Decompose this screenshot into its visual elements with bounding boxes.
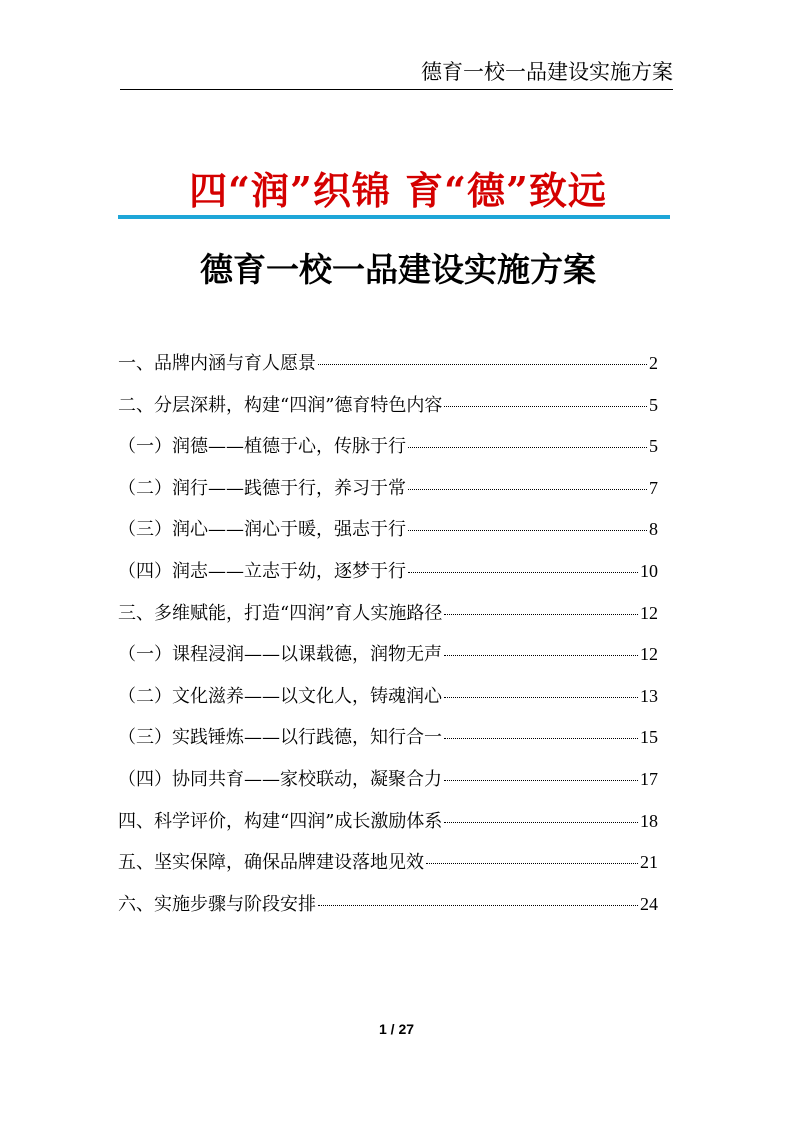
toc-entry-page: 24 [640, 893, 658, 914]
toc-entry-label: （三）实践锤炼——以行践德，知行合一 [118, 727, 442, 749]
toc-entry[interactable] [118, 432, 658, 474]
toc-leader-dots [426, 863, 638, 864]
toc-entry[interactable] [118, 890, 658, 932]
toc-leader-dots [408, 530, 647, 531]
header-rule [120, 89, 673, 90]
toc-entry[interactable] [118, 599, 658, 641]
toc-entry[interactable] [118, 474, 658, 516]
toc-entry-page: 8 [649, 519, 658, 540]
toc-entry-page: 5 [649, 394, 658, 415]
toc-entry-page: 12 [640, 644, 658, 665]
toc-entry-label: （一）课程浸润——以课载德，润物无声 [118, 644, 442, 666]
toc-entry[interactable] [118, 391, 658, 433]
toc-entry-label: 五、坚实保障，确保品牌建设落地见效 [118, 852, 424, 874]
toc-leader-dots [408, 489, 647, 490]
toc-entry-label: 六、实施步骤与阶段安排 [118, 893, 316, 915]
toc-entry-page: 15 [640, 727, 658, 748]
toc-leader-dots [444, 614, 638, 615]
toc-entry-label: 三、多维赋能，打造“四润”育人实施路径 [118, 602, 443, 624]
table-of-contents [118, 349, 658, 931]
toc-entry-page: 12 [640, 602, 658, 623]
toc-entry[interactable] [118, 807, 658, 849]
toc-entry[interactable] [118, 640, 658, 682]
toc-leader-dots [444, 655, 638, 656]
toc-leader-dots [444, 406, 647, 407]
toc-entry-page: 5 [649, 436, 658, 457]
toc-entry-page: 7 [649, 477, 658, 498]
document-title: 四“润”织锦 育“德”致远 [189, 168, 607, 213]
toc-entry-label: （四）润志——立志于幼，逐梦于行 [118, 560, 406, 582]
toc-entry[interactable] [118, 765, 658, 807]
toc-entry-page: 17 [640, 768, 658, 789]
page-number: 1 / 27 [378, 1021, 415, 1037]
toc-entry[interactable] [118, 515, 658, 557]
toc-leader-dots [444, 780, 638, 781]
toc-leader-dots [444, 822, 638, 823]
toc-entry-label: 二、分层深耕，构建“四润”德育特色内容 [118, 394, 443, 416]
toc-leader-dots [408, 572, 638, 573]
toc-leader-dots [444, 738, 638, 739]
running-header: 德育一校一品建设实施方案 [421, 60, 673, 84]
toc-entry-label: 一、品牌内涵与育人愿景 [118, 353, 316, 374]
toc-entry-label: 四、科学评价，构建“四润”成长激励体系 [118, 810, 443, 832]
document-subtitle: 德育一校一品建设实施方案 [200, 250, 596, 289]
toc-entry-page: 21 [640, 852, 658, 873]
toc-entry-label: （一）润德——植德于心，传脉于行 [118, 436, 406, 458]
toc-entry-page: 13 [640, 685, 658, 706]
toc-leader-dots [408, 447, 647, 448]
toc-leader-dots [318, 905, 638, 906]
toc-entry[interactable] [118, 848, 658, 890]
toc-entry-label: （四）协同共育——家校联动，凝聚合力 [118, 768, 442, 790]
toc-entry-page: 2 [649, 353, 658, 373]
toc-entry[interactable] [118, 682, 658, 724]
toc-entry[interactable] [118, 557, 658, 599]
toc-entry-label: （二）润行——践德于行，养习于常 [118, 477, 406, 499]
toc-entry-page: 10 [640, 560, 658, 581]
toc-entry[interactable] [118, 349, 658, 391]
toc-leader-dots [318, 364, 647, 365]
toc-entry-label: （三）润心——润心于暖，强志于行 [118, 519, 406, 541]
toc-entry[interactable] [118, 723, 658, 765]
title-underline [118, 215, 670, 219]
toc-leader-dots [444, 697, 638, 698]
toc-entry-page: 18 [640, 810, 658, 831]
toc-entry-label: （二）文化滋养——以文化人，铸魂润心 [118, 685, 442, 707]
